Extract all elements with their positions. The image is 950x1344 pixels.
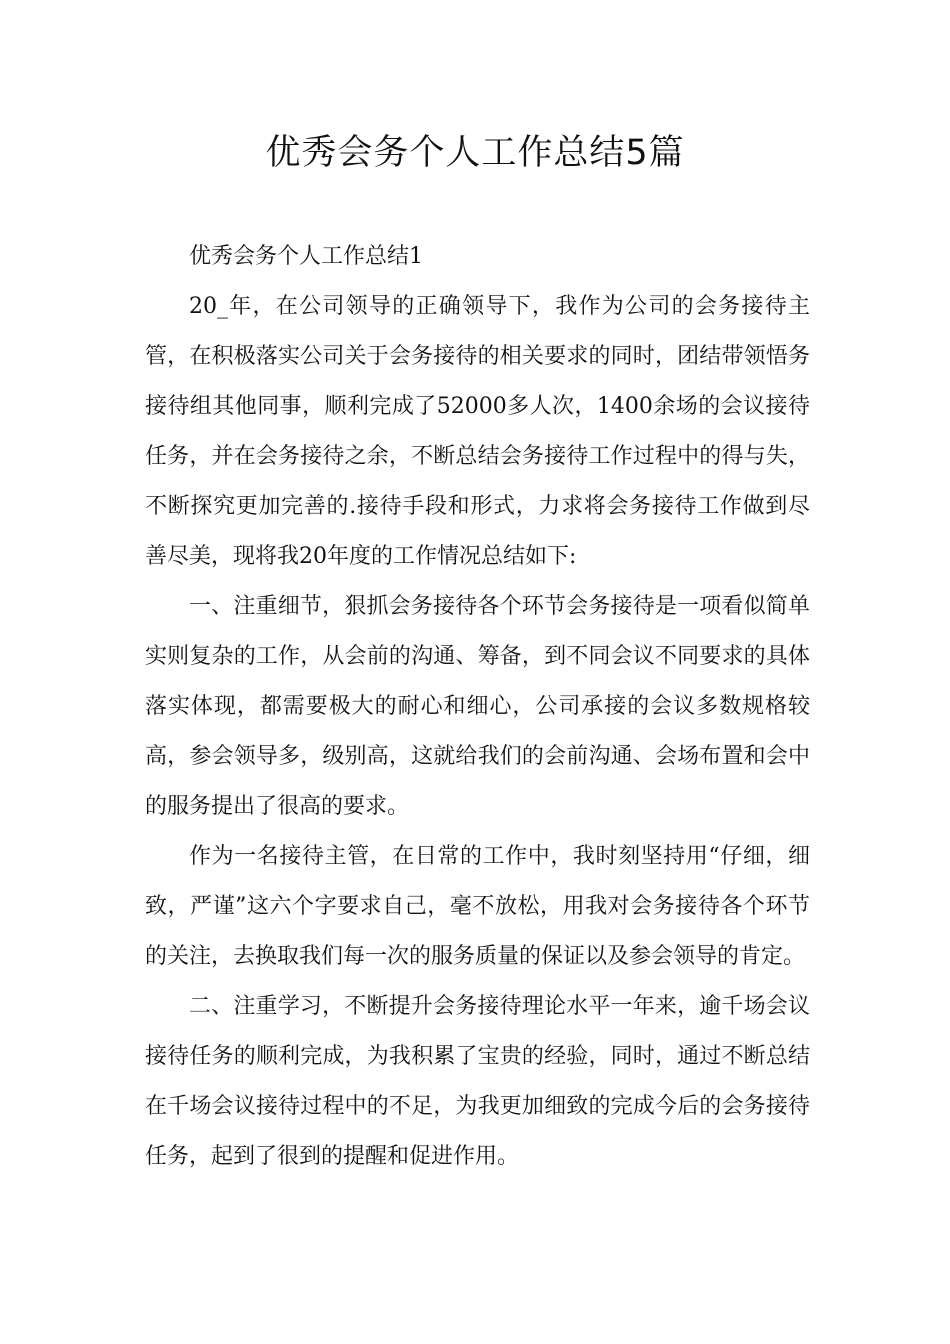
section-heading: 优秀会务个人工作总结1 xyxy=(189,244,423,269)
paragraph: 作为一名接待主管，在日常的工作中，我时刻坚持用“仔细，细致，严谨”这六个字要求自己，毫不放松，用我对会务接待各个环节的关注，去换取我们每一次的服务质量的保证以及参会领导的肯定。 xyxy=(145,844,810,969)
document-title: 优秀会务个人工作总结5篇 xyxy=(265,133,685,173)
document-body xyxy=(145,232,810,1182)
paragraph: 一、注重细节，狠抓会务接待各个环节会务接待是一项看似简单实则复杂的工作，从会前的沟通、筹备，到不同会议不同要求的具体落实体现，都需要极大的耐心和细心，公司承接的会议多数规格较高，参会领导多，级别高，这就给我们的会前沟通、会场布置和会中的服务提出了很高的要求。 xyxy=(145,594,810,819)
paragraph: 20_年，在公司领导的正确领导下，我作为公司的会务接待主管，在积极落实公司关于会务接待的相关要求的同时，团结带领悟务接待组其他同事，顺利完成了52000多人次，1400余场的会议接待任务，并在会务接待之余，不断总结会务接待工作过程中的得与失，不断探究更加完善的.接待手段和形式，力求将会务接待工作做到尽善尽美，现将我20年度的工作情况总结如下: xyxy=(145,294,810,569)
paragraph: 二、注重学习，不断提升会务接待理论水平一年来，逾千场会议接待任务的顺利完成，为我积累了宝贵的经验，同时，通过不断总结在千场会议接待过程中的不足，为我更加细致的完成今后的会务接待任务，起到了很到的提醒和促进作用。 xyxy=(145,994,810,1169)
